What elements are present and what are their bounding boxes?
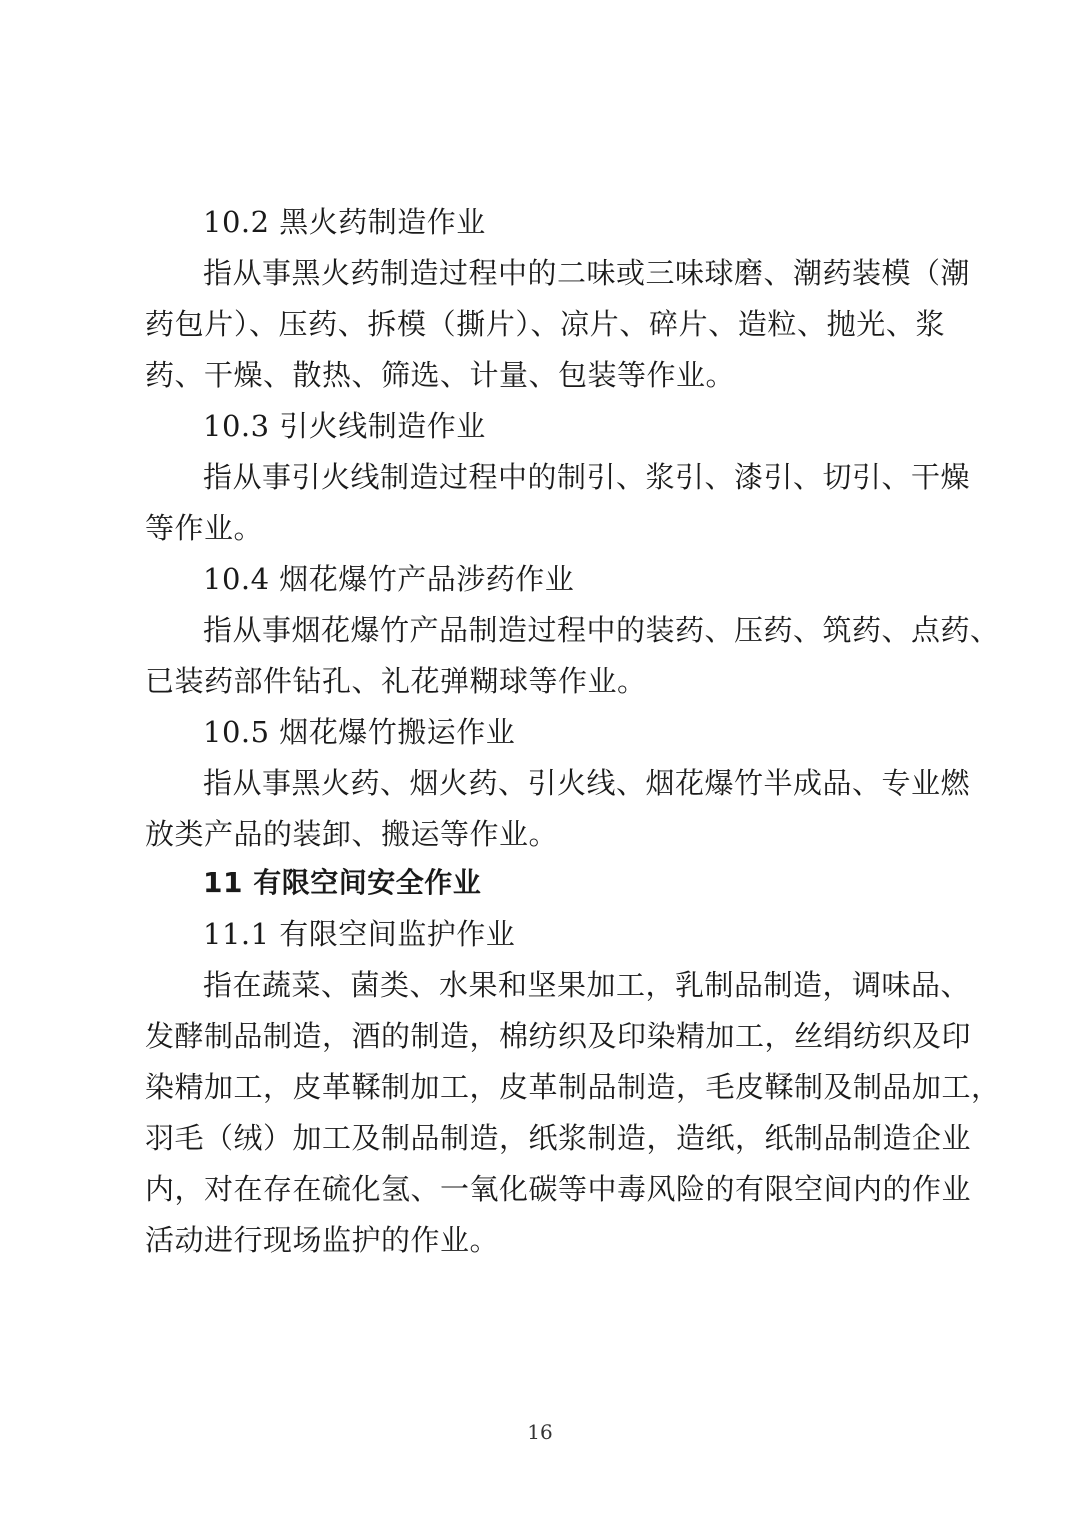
paragraph-line: 指从事黑火药制造过程中的二味或三味球磨、潮药装模（潮 (203, 256, 971, 290)
section-heading-10-4: 10.4 烟花爆竹产品涉药作业 (203, 562, 575, 596)
section-heading-11-1: 11.1 有限空间监护作业 (203, 917, 516, 951)
paragraph-line: 药、干燥、散热、筛选、计量、包装等作业。 (145, 358, 736, 392)
paragraph-line: 放类产品的装卸、搬运等作业。 (145, 817, 559, 851)
section-heading-10-5: 10.5 烟花爆竹搬运作业 (203, 715, 516, 749)
paragraph-line: 指从事烟花爆竹产品制造过程中的装药、压药、筑药、点药、 (203, 613, 1000, 647)
paragraph-line: 等作业。 (145, 511, 264, 545)
paragraph-line: 药包片）、压药、拆模（撕片）、凉片、碎片、造粒、抛光、浆 (145, 307, 945, 341)
section-heading-10-2: 10.2 黑火药制造作业 (203, 205, 486, 239)
paragraph-line: 染精加工，皮革鞣制加工，皮革制品制造，毛皮鞣制及制品加工， (145, 1070, 1001, 1104)
paragraph-line: 发酵制品制造，酒的制造，棉纺织及印染精加工，丝绢纺织及印 (145, 1019, 972, 1053)
page-number: 16 (527, 1420, 553, 1444)
paragraph-line: 内，对在存在硫化氢、一氧化碳等中毒风险的有限空间内的作业 (145, 1172, 972, 1206)
section-heading-10-3: 10.3 引火线制造作业 (203, 409, 486, 443)
paragraph-line: 已装药部件钻孔、礼花弹糊球等作业。 (145, 664, 647, 698)
paragraph-line: 羽毛（绒）加工及制品制造，纸浆制造，造纸，纸制品制造企业 (145, 1121, 972, 1155)
paragraph-line: 指从事引火线制造过程中的制引、浆引、漆引、切引、干燥 (203, 460, 971, 494)
paragraph-line: 指从事黑火药、烟火药、引火线、烟花爆竹半成品、专业燃 (203, 766, 971, 800)
paragraph-line: 指在蔬菜、菌类、水果和坚果加工，乳制品制造，调味品、 (203, 968, 971, 1002)
section-heading-11: 11 有限空间安全作业 (203, 866, 482, 899)
paragraph-line: 活动进行现场监护的作业。 (145, 1223, 500, 1257)
